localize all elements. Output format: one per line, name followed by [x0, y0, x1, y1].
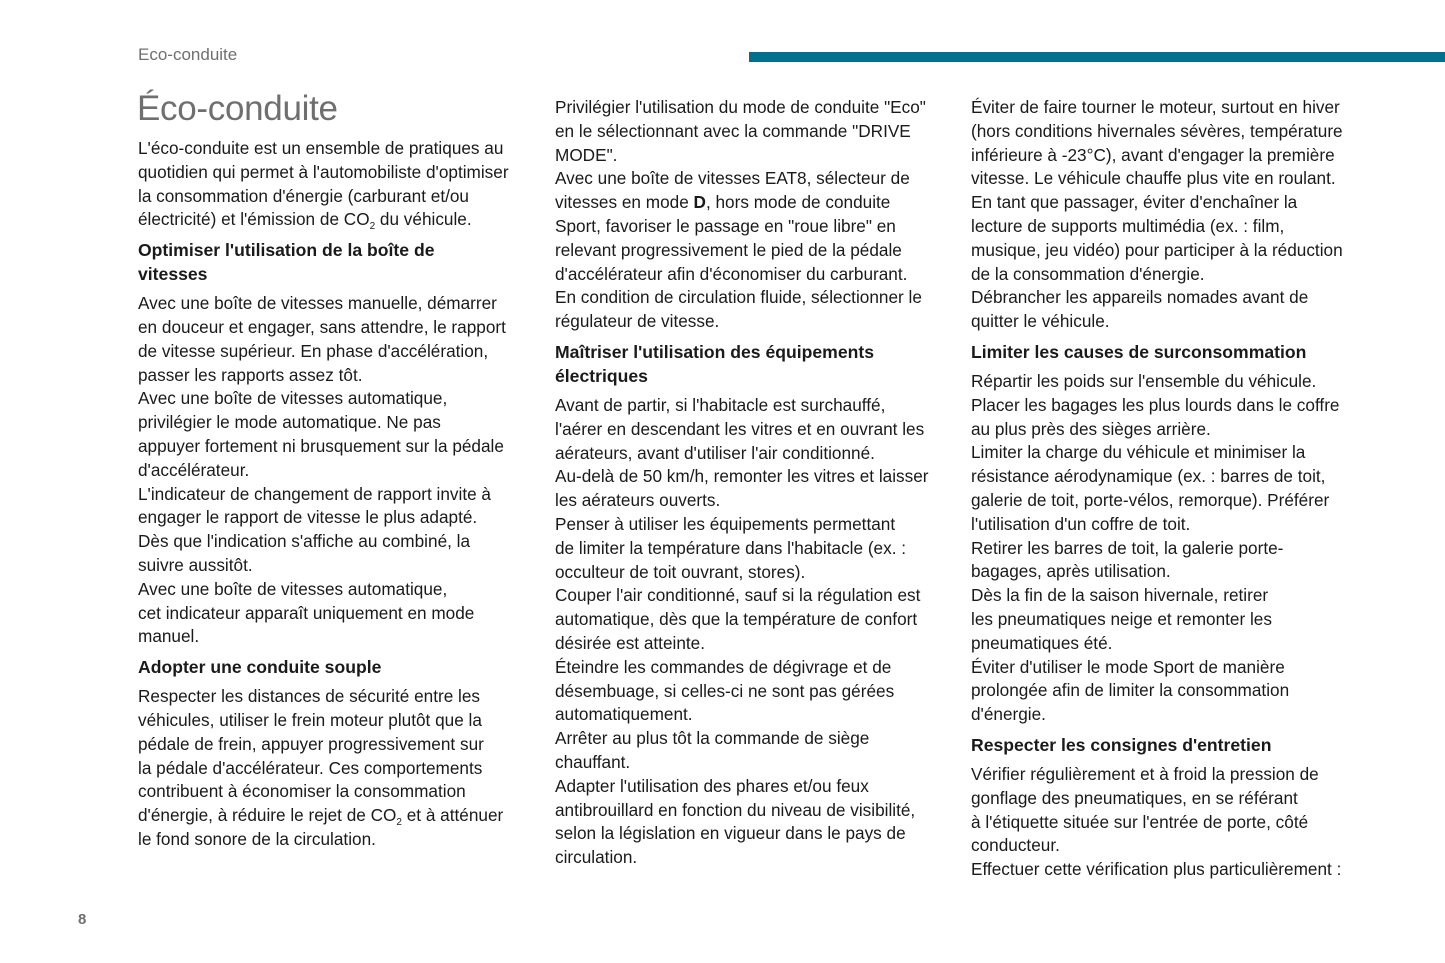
text-line: Adapter l'utilisation des phares et/ou feux — [555, 775, 869, 796]
text-line — [555, 191, 955, 215]
heading-line: Limiter les causes de surconsommation — [971, 341, 1307, 362]
text-line — [138, 804, 538, 828]
text-line: inférieure à -23°C), avant d'engager la première — [971, 144, 1335, 165]
text-line: vitesse. Le véhicule chauffe plus vite en roulant. — [971, 168, 1336, 189]
text-line: En tant que passager, éviter d'enchaîner la — [971, 192, 1298, 213]
text-line: automatiquement. — [555, 704, 693, 725]
section-heading-overconsumption — [971, 340, 1371, 364]
text-line: résistance aérodynamique (ex. : barres de toit, — [971, 466, 1326, 487]
text-line: la consommation d'énergie (carburant et/ou — [138, 185, 469, 206]
text-line: régulateur de vitesse. — [555, 311, 720, 332]
section-heading-maintenance — [971, 733, 1371, 757]
text-line: en le sélectionnant avec la commande "DRIVE — [555, 120, 911, 141]
heading-line: Maîtriser l'utilisation des équipements — [555, 341, 874, 362]
text-line: Effectuer cette vérification plus particulièrement : — [971, 859, 1342, 880]
intro-paragraph — [138, 137, 538, 232]
text-line: Éviter de faire tourner le moteur, surtout en hiver — [971, 97, 1340, 117]
subscript: 2 — [369, 221, 376, 233]
text-line: antibrouillard en fonction du niveau de visibilité, — [555, 799, 916, 820]
engine-idle-paragraph — [971, 96, 1371, 334]
text-line: Arrêter au plus tôt la commande de siège — [555, 728, 870, 749]
text-line: manuel. — [138, 626, 200, 647]
text-line: automatique, dès que la température de confort — [555, 609, 918, 630]
heading-line: vitesses — [138, 264, 208, 285]
text-line: galerie de toit, porte-vélos, remorque). Préférer — [971, 489, 1330, 510]
text-line: circulation. — [555, 847, 638, 868]
text-line: Avec une boîte de vitesses manuelle, démarrer — [138, 293, 497, 314]
text-line: à l'étiquette située sur l'entrée de porte, côté — [971, 811, 1309, 832]
text-line: Débrancher les appareils nomades avant de — [971, 287, 1309, 308]
text-line: en douceur et engager, sans attendre, le rapport — [138, 316, 506, 337]
header-accent-bar — [749, 52, 1445, 62]
text-line: de la consommation d'énergie. — [971, 263, 1205, 284]
text-line: conducteur. — [971, 835, 1060, 856]
text-line: de vitesse supérieur. En phase d'accélération, — [138, 340, 489, 361]
text-line: Couper l'air conditionné, sauf si la régulation est — [555, 585, 921, 606]
text-line: d'énergie. — [971, 704, 1046, 725]
text-line: Avec une boîte de vitesses automatique, — [138, 578, 448, 599]
text-line: Privilégier l'utilisation du mode de conduite "Eco" — [555, 97, 926, 117]
heading-line: Optimiser l'utilisation de la boîte de — [138, 240, 435, 261]
text-line: Placer les bagages les plus lourds dans le coffre — [971, 394, 1340, 415]
text-line: Dès la fin de la saison hivernale, retirer — [971, 585, 1269, 606]
text-line: pneumatiques été. — [971, 632, 1113, 653]
section-heading-electrical-equipment — [555, 340, 955, 388]
text-line: Avec une boîte de vitesses EAT8, sélecteur de — [555, 168, 910, 189]
text-line: Retirer les barres de toit, la galerie porte- — [971, 537, 1284, 558]
text-line: MODE". — [555, 144, 618, 165]
text-line: la pédale d'accélérateur. Ces comportements — [138, 757, 483, 778]
text-line: pédale de frein, appuyer progressivement sur — [138, 733, 484, 754]
smooth-driving-paragraph — [138, 685, 538, 852]
gearbox-paragraph — [138, 292, 538, 649]
text-line: occulteur de toit ouvrant, stores). — [555, 561, 806, 582]
column-3 — [971, 96, 1371, 882]
text-line: suivre aussitôt. — [138, 554, 253, 575]
subscript: 2 — [396, 817, 402, 829]
section-heading-gearbox — [138, 238, 538, 286]
section-heading-smooth-driving — [138, 655, 538, 679]
text-fragment: d'énergie, à réduire le rejet de CO — [138, 805, 397, 826]
text-line: prolongée afin de limiter la consommation — [971, 680, 1290, 701]
text-line: Respecter les distances de sécurité entre les — [138, 686, 481, 707]
page-title: Éco-conduite — [137, 89, 338, 128]
text-line: contribuent à économiser la consommation — [138, 781, 466, 802]
text-line: aérateurs, avant d'utiliser l'air conditionné. — [555, 442, 875, 463]
text-line: privilégier le mode automatique. Ne pas — [138, 412, 441, 433]
text-line: désembuage, si celles-ci ne sont pas gérées — [555, 680, 895, 701]
running-head: Eco-conduite — [138, 45, 238, 64]
text-line: Avec une boîte de vitesses automatique, — [138, 388, 448, 409]
text-line: Avant de partir, si l'habitacle est surchauffé, — [555, 394, 886, 415]
text-line: au plus près des sièges arrière. — [971, 418, 1211, 439]
gear-position-d: D — [693, 192, 706, 213]
text-line: musique, jeu vidéo) pour participer à la réduction — [971, 239, 1343, 260]
text-line: Éteindre les commandes de dégivrage et de — [555, 656, 892, 677]
text-line: engager le rapport de vitesse le plus adapté. — [138, 507, 478, 528]
drive-mode-paragraph — [555, 96, 955, 334]
text-line: l'utilisation d'un coffre de toit. — [971, 513, 1191, 534]
text-line: Penser à utiliser les équipements permettant — [555, 513, 896, 534]
overconsumption-paragraph — [971, 370, 1371, 727]
text-line: désirée est atteinte. — [555, 632, 706, 653]
maintenance-paragraph — [971, 763, 1371, 882]
text-fragment: et à atténuer — [401, 805, 504, 826]
text-line: lecture de supports multimédia (ex. : film, — [971, 215, 1285, 236]
text-line: chauffant. — [555, 751, 631, 772]
text-line — [138, 208, 538, 232]
text-line: Au-delà de 50 km/h, remonter les vitres et laisser — [555, 466, 929, 487]
page-number: 8 — [78, 911, 87, 928]
text-line: l'aérer en descendant les vitres et en ouvrant les — [555, 418, 925, 439]
text-line: L'indicateur de changement de rapport invite à — [138, 483, 491, 504]
column-2 — [555, 96, 955, 870]
text-fragment: vitesses en mode — [555, 192, 694, 213]
text-line: Sport, favoriser le passage en "roue libre" en — [555, 215, 896, 236]
text-line: Éviter d'utiliser le mode Sport de manière — [971, 656, 1285, 677]
text-line: les pneumatiques neige et remonter les — [971, 608, 1272, 629]
column-1 — [138, 137, 538, 852]
text-line: Limiter la charge du véhicule et minimiser la — [971, 442, 1306, 463]
text-line: d'accélérateur. — [138, 459, 250, 480]
text-line: L'éco-conduite est un ensemble de pratiques au — [138, 138, 504, 158]
text-line: passer les rapports assez tôt. — [138, 364, 363, 385]
text-fragment: électricité) et l'émission de CO — [138, 209, 370, 230]
text-line: les aérateurs ouverts. — [555, 490, 721, 511]
text-fragment: , hors mode de conduite — [705, 192, 891, 213]
electrical-equipment-paragraph — [555, 394, 955, 870]
text-line: appuyer fortement ni brusquement sur la pédale — [138, 435, 504, 456]
heading-line: Adopter une conduite souple — [138, 657, 382, 678]
text-line: En condition de circulation fluide, sélectionner le — [555, 287, 922, 308]
text-line: gonflage des pneumatiques, en se référant — [971, 787, 1298, 808]
text-line: d'accélérateur afin d'économiser du carburant. — [555, 263, 908, 284]
text-line: relevant progressivement le pied de la pédale — [555, 239, 902, 260]
text-line: quotidien qui permet à l'automobiliste d'optimiser — [138, 161, 509, 182]
text-line: cet indicateur apparaît uniquement en mode — [138, 602, 475, 623]
text-line: bagages, après utilisation. — [971, 561, 1171, 582]
text-line: de limiter la température dans l'habitacle (ex. : — [555, 537, 907, 558]
text-line: véhicules, utiliser le frein moteur plutôt que la — [138, 709, 482, 730]
text-line: Dès que l'indication s'affiche au combiné, la — [138, 531, 471, 552]
heading-line: Respecter les consignes d'entretien — [971, 734, 1272, 755]
heading-line: électriques — [555, 365, 648, 386]
text-line: selon la législation en vigueur dans le pays de — [555, 823, 906, 844]
text-line: Répartir les poids sur l'ensemble du véhicule. — [971, 370, 1317, 391]
text-line: quitter le véhicule. — [971, 311, 1110, 332]
text-line: Vérifier régulièrement et à froid la pression de — [971, 763, 1319, 784]
text-line: (hors conditions hivernales sévères, température — [971, 120, 1343, 141]
text-line: le fond sonore de la circulation. — [138, 828, 376, 849]
text-fragment: du véhicule. — [375, 209, 472, 230]
